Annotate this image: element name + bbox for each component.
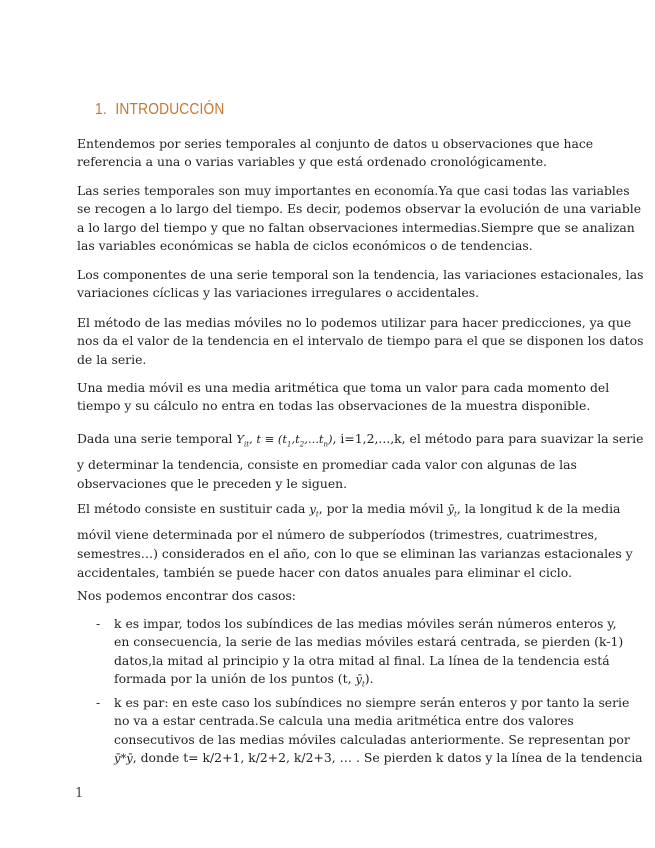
paragraph-definition: Entendemos por series temporales al conjunto de datos u observaciones que hace referencia a una o varias variables y que está ordenado cronológicamente. bbox=[77, 136, 594, 170]
formula-y-bar-t: $ȳ_t$ bbox=[355, 672, 365, 689]
paragraph-components: Los componentes de una serie temporal son la tendencia, las variaciones estacionales, las variaciones cíclicas y las variaciones irregulares o accidentales. bbox=[77, 267, 644, 301]
paragraph-cases-intro: Nos podemos encontrar dos casos: bbox=[77, 588, 296, 603]
bullet-dash: - bbox=[96, 616, 101, 631]
section-number: 1. bbox=[95, 101, 107, 118]
bullet-dash: - bbox=[96, 695, 101, 710]
paragraph-importance: Las series temporales son muy importantes en economía.Ya que casi todas las variables se recogen a lo largo del tiempo. Es decir, podemos observar la evolución de una variable a lo largo del tiempo y que no faltan observaciones intermedias.Siempre que se analizan las variables económicas se habla de ciclos económicos o de tendencias. bbox=[77, 183, 642, 254]
section-title: INTRODUCCIÓN bbox=[115, 101, 225, 118]
paragraph-substitution: El método consiste en sustituir cada $y_t$, por la media móvil $ȳ_t$, la longitud k de la media móvil viene determinada por el número de subperíodos (trimestres, cuatrimestres, semestres…) considerados en el año, con lo que se eliminan las varianzas estacionales y accidentales, también se puede hacer con datos anuales para eliminar el ciclo. bbox=[77, 501, 633, 581]
formula-y-bar-t: $ȳ_t$ bbox=[447, 502, 457, 519]
formula-y-star: ȳ*ȳ bbox=[114, 751, 133, 766]
formula-y-it: $Y_{it}$, $t \equiv (t_1,t_2,...t_n)$ bbox=[236, 432, 333, 449]
paragraph-moving-average: Una media móvil es una media aritmética que toma un valor para cada momento del tiempo y su cálculo no entra en todas las observaciones de la muestra disponible. bbox=[77, 380, 610, 414]
paragraph-method: El método de las medias móviles no lo podemos utilizar para hacer predicciones, ya que nos da el valor de la tendencia en el intervalo de tiempo para el que se disponen los datos de la serie. bbox=[77, 315, 644, 367]
formula-y-t: $y_t$ bbox=[309, 502, 319, 519]
document-page: 1. INTRODUCCIÓN Entendemos por series temporales al conjunto de datos u observaciones que hace referencia a una o varias variables y que está ordenado cronológicamente. Las series temporales son muy importantes en economía.Ya que casi todas las variables se recogen a lo largo del tiempo. Es decir, podemos observar la evolución de una variable a lo largo del tiempo y que no faltan observaciones intermedias.Siempre que se analizan las variables económicas se habla de ciclos económicos o de tendencias. Los componentes de una serie temporal son la tendencia, las variaciones estacionales, las variaciones cíclicas y las variaciones irregulares o accidentales. El método de las medias móviles no lo podemos utilizar para hacer predicciones, ya que nos da el valor de la tendencia en el intervalo de tiempo para el que se disponen los datos de la serie. Una media móvil es una media aritmética que toma un valor para cada momento del tiempo y su cálculo no entra en todas las observaciones de la muestra disponible. Dada una serie temporal $Y_{it}$, $t \equiv (t_1,t_2,...t_n)$, i=1,2,...,k, el método para para suavizar la serie y determinar la tendencia, consiste en promediar cada valor con algunas de las observaciones que le preceden y le siguen. El método consiste en sustituir cada $y_t$, por la media móvil $ȳ_t$, la longitud k de la media móvil viene determinada por el número de subperíodos (trimestres, cuatrimestres, semestres…) considerados en el año, con lo que se eliminan las varianzas estacionales y accidentales, también se puede hacer con datos anuales para eliminar el ciclo. Nos podemos encontrar dos casos: - k es impar, todos los subíndices de las medias móviles serán números enteros y, en consecuencia, la serie de las medias móviles estará centrada, se pierden (k-1) datos,la mitad al principio y la otra mitad al final. La línea de la tendencia está formada por la unión de los puntos (t, $ȳ_t$). - k es par: en este caso los subíndices no siempre serán enteros y por tanto la serie no va a estar centrada.Se calcula una media aritmética entre dos valores consecutivos de las medias móviles calculadas anteriormente. Se representan por ȳ*ȳ, donde t= k/2+1, k/2+2, k/2+3, … . Se pierden k datos y la línea de la tendencia 1 bbox=[75, 101, 644, 801]
section-heading bbox=[95, 101, 225, 119]
page-number: 1 bbox=[75, 786, 84, 801]
paragraph-time-series: Dada una serie temporal $Y_{it}$, $t \equiv (t_1,t_2,...t_n)$, i=1,2,...,k, el método para para suavizar la serie y determinar la tendencia, consiste en promediar cada valor con algunas de las observaciones que le preceden y le siguen. bbox=[77, 431, 644, 492]
